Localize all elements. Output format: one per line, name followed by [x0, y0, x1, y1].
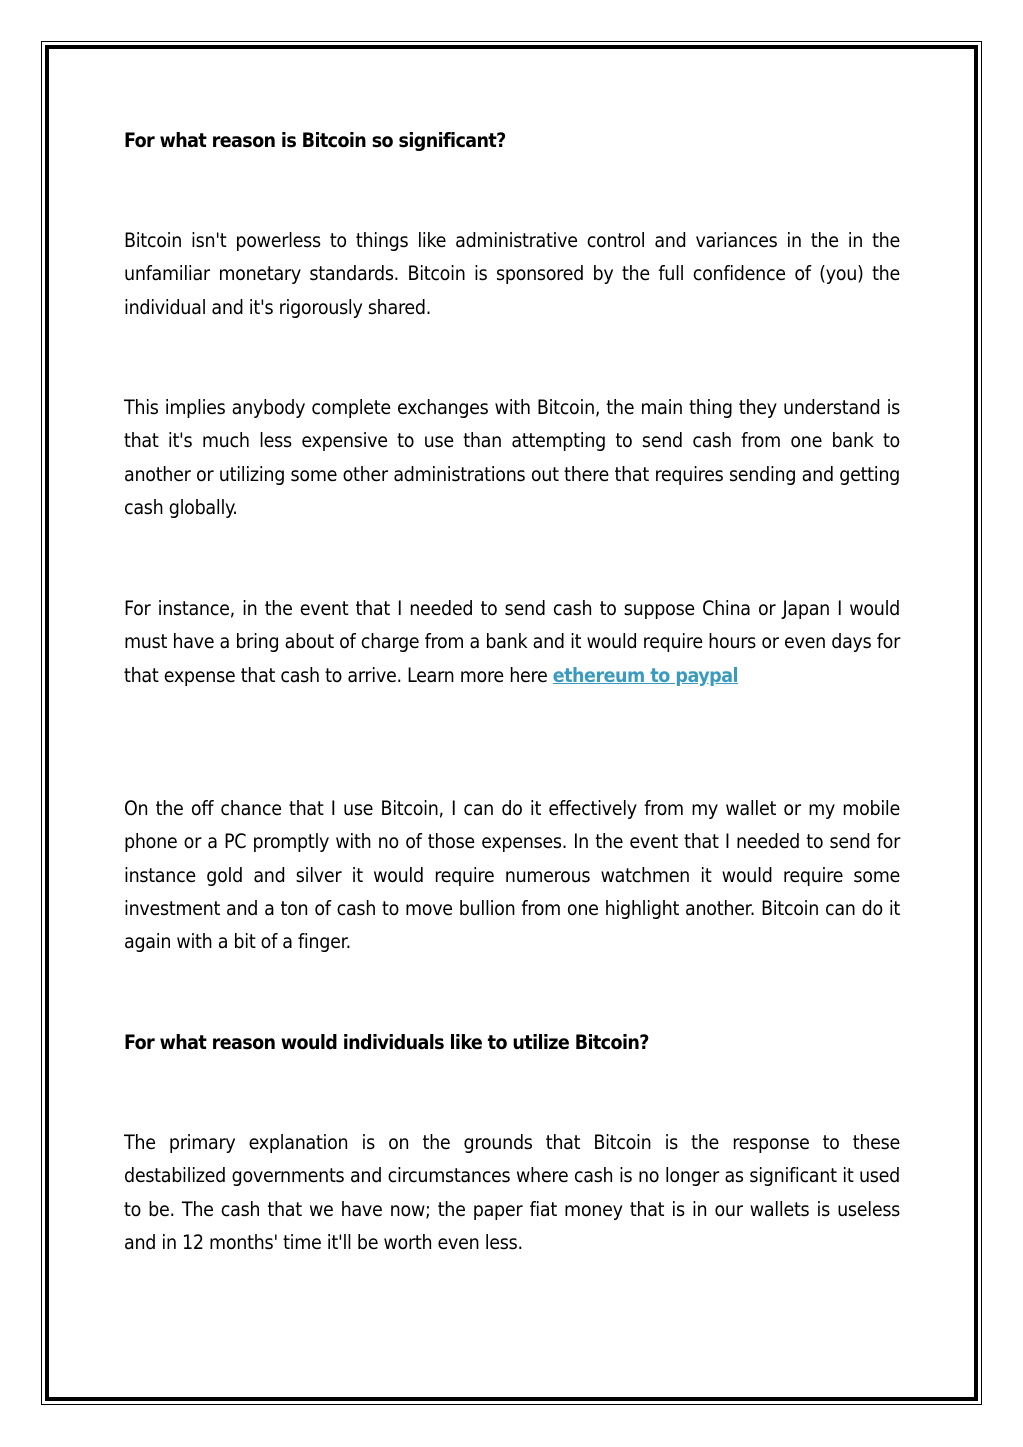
- ethereum-to-paypal-link[interactable]: ethereum to paypal: [552, 663, 739, 687]
- paragraph-sending-cash-example: [124, 592, 900, 692]
- paragraph-primary-explanation: The primary explanation is on the grounds that Bitcoin is the response to these destabilized governments and circumstances where cash is no longer as significant it used to be. The cash that we have now; the paper fiat money that is in our wallets is useless and in 12 months' time it'll be worth even less.: [124, 1131, 900, 1254]
- paragraph-not-powerless: Bitcoin isn't powerless to things like administrative control and variances in the in the unfamiliar monetary standards. Bitcoin is sponsored by the full confidence of (you) the individual and it's rigorously shared.: [124, 229, 900, 319]
- heading-why-significant: For what reason is Bitcoin so significant?: [124, 129, 506, 152]
- paragraph-sending-cash-text: For instance, in the event that I needed to send cash to suppose China or Japan I would must have a bring about of charge from a bank and it would require hours or even days for that expense that cash to arrive. Learn more here: [124, 597, 900, 687]
- paragraph-wallet-usage: On the off chance that I use Bitcoin, I can do it effectively from my wallet or my mobile phone or a PC promptly with no of those expenses. In the event that I needed to send for instance gold and silver it would require numerous watchmen it would require some investment and a ton of cash to move bullion from one highlight another. Bitcoin can do it again with a bit of a finger.: [124, 797, 900, 954]
- heading-why-utilize: For what reason would individuals like to utilize Bitcoin?: [124, 1031, 649, 1054]
- paragraph-cheaper-exchanges: This implies anybody complete exchanges with Bitcoin, the main thing they understand is that it's much less expensive to use than attempting to send cash from one bank to another or utilizing some other administrations out there that requires sending and getting cash globally.: [124, 396, 900, 519]
